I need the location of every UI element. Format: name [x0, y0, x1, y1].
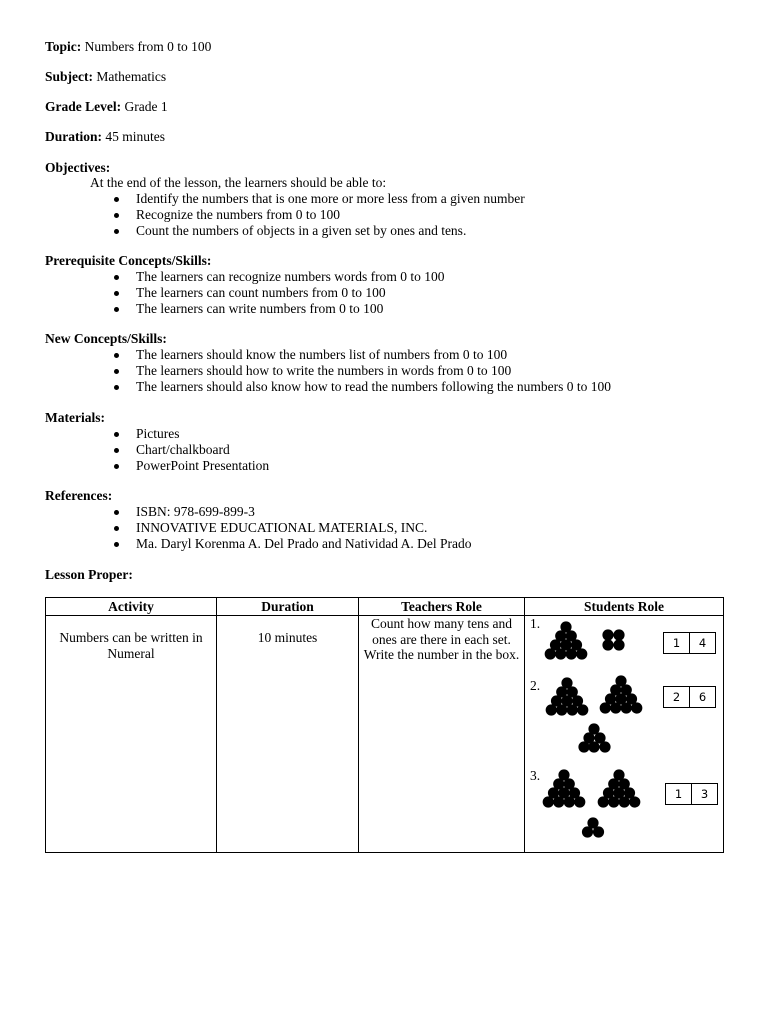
materials-list — [112, 426, 269, 474]
table-header-row — [46, 598, 724, 616]
list-item: Ma. Daryl Korenma A. Del Prado and Natividad A. Del Prado — [112, 536, 472, 552]
ten-ball — [576, 648, 587, 659]
table-row — [46, 616, 724, 853]
answer-box[interactable] — [663, 686, 716, 708]
lesson-table — [45, 597, 724, 853]
ones-digit: 6 — [689, 687, 715, 707]
list-item: Recognize the numbers from 0 to 100 — [112, 207, 525, 223]
exercise-number: 1. — [530, 616, 541, 631]
exercise-number: 2. — [530, 678, 541, 693]
subject-value: Mathematics — [96, 69, 167, 84]
grade-label: Grade Level: — [45, 99, 122, 114]
tens-digit: 1 — [672, 636, 681, 650]
subject-line — [45, 69, 166, 85]
answer-box[interactable] — [663, 632, 716, 654]
lesson-proper-title: Lesson Proper: — [45, 567, 133, 582]
objectives-title: Objectives: — [45, 160, 111, 175]
new-concepts-list — [112, 347, 611, 395]
list-item: Chart/chalkboard — [112, 442, 269, 458]
objectives-intro: At the end of the lesson, the learners should be able to: — [90, 175, 387, 190]
header-duration: Duration — [217, 598, 359, 616]
new-concepts-title: New Concepts/Skills: — [45, 331, 167, 346]
ten-ball — [546, 704, 557, 715]
tens-digit: 2 — [672, 690, 681, 704]
ten-ball — [629, 796, 640, 807]
list-item: INNOVATIVE EDUCATIONAL MATERIALS, INC. — [112, 520, 472, 536]
topic-value: Numbers from 0 to 100 — [84, 39, 212, 54]
tens-digit: 1 — [674, 787, 683, 801]
ones-digit: 4 — [689, 633, 715, 653]
ten-ball — [556, 704, 567, 715]
ten-ball — [600, 702, 611, 713]
list-item: The learners can recognize numbers words from 0 to 100 — [112, 269, 445, 285]
duration-cell — [217, 616, 359, 853]
ten-ball — [567, 704, 578, 715]
header-teachers-role: Teachers Role — [359, 598, 525, 616]
duration-value: 45 minutes — [105, 129, 165, 144]
list-item: The learners should how to write the numbers in words from 0 to 100 — [112, 363, 611, 379]
list-item: The learners can write numbers from 0 to 100 — [112, 301, 445, 317]
ones-digit: 3 — [691, 784, 717, 804]
one-ball — [588, 741, 599, 752]
topic-line — [45, 39, 211, 55]
ten-ball — [619, 796, 630, 807]
list-item: Count the numbers of objects in a given set by ones and tens. — [112, 223, 525, 239]
list-item: Pictures — [112, 426, 269, 442]
one-ball — [602, 629, 613, 640]
ten-ball — [631, 702, 642, 713]
duration-text: 10 minutes — [257, 630, 318, 645]
ten-ball — [621, 702, 632, 713]
ten-ball — [608, 796, 619, 807]
references-list — [112, 504, 472, 552]
ten-ball — [566, 648, 577, 659]
one-ball — [582, 826, 593, 837]
one-ball — [599, 741, 610, 752]
list-item: The learners should know the numbers list of numbers from 0 to 100 — [112, 347, 611, 363]
prerequisite-list — [112, 269, 445, 317]
materials-title: Materials: — [45, 410, 105, 425]
list-item: ISBN: 978-699-899-3 — [112, 504, 472, 520]
ten-ball — [574, 796, 585, 807]
grade-value: Grade 1 — [124, 99, 168, 114]
ten-ball — [564, 796, 575, 807]
one-ball — [593, 826, 604, 837]
header-activity: Activity — [46, 598, 217, 616]
prerequisite-title: Prerequisite Concepts/Skills: — [45, 253, 212, 268]
ten-ball — [555, 648, 566, 659]
ten-ball — [543, 796, 554, 807]
ten-ball — [577, 704, 588, 715]
subject-label: Subject: — [45, 69, 93, 84]
one-ball — [613, 629, 624, 640]
one-ball — [602, 639, 613, 650]
answer-box[interactable] — [665, 783, 718, 805]
students-role-cell — [525, 616, 724, 853]
header-students-role: Students Role — [525, 598, 724, 616]
list-item: PowerPoint Presentation — [112, 458, 269, 474]
list-item: The learners can count numbers from 0 to 100 — [112, 285, 445, 301]
objectives-list — [112, 191, 525, 239]
duration-line — [45, 129, 165, 145]
teachers-role-text: Count how many tens and ones are there in each set. Write the number in the box. — [363, 616, 520, 662]
activity-text: Numbers can be written in Numeral — [59, 630, 203, 661]
list-item: Identify the numbers that is one more or more less from a given number — [112, 191, 525, 207]
teachers-role-cell — [359, 616, 525, 853]
ten-ball — [610, 702, 621, 713]
exercise-number: 3. — [530, 768, 541, 783]
one-ball — [578, 741, 589, 752]
ten-ball — [545, 648, 556, 659]
references-title: References: — [45, 488, 113, 503]
ten-ball — [553, 796, 564, 807]
ten-ball — [598, 796, 609, 807]
list-item: The learners should also know how to read the numbers following the numbers 0 to 100 — [112, 379, 611, 395]
topic-label: Topic: — [45, 39, 82, 54]
activity-cell — [46, 616, 217, 853]
one-ball — [613, 639, 624, 650]
duration-label: Duration: — [45, 129, 102, 144]
grade-line — [45, 99, 168, 115]
